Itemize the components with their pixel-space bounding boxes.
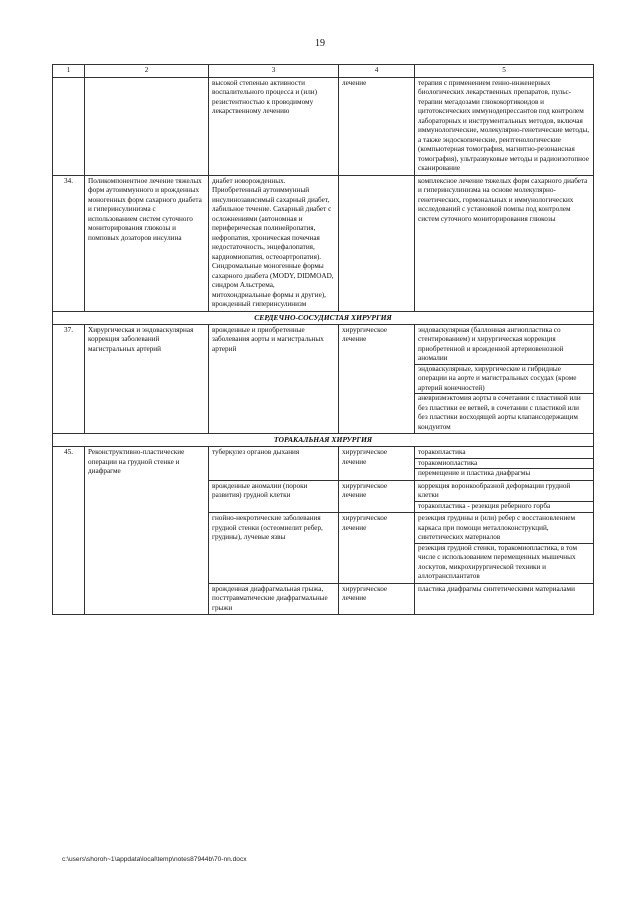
diagnosis: врожденная диафрагмальная грыжа, посттравматические диафрагмальные грыжи — [209, 583, 339, 615]
treatment-methods — [415, 513, 594, 584]
header-col-4: 4 — [339, 65, 415, 78]
header-col-1: 1 — [53, 65, 85, 78]
diagnosis: врожденные аномалии (пороки развития) грудной клетки — [209, 480, 339, 513]
treatment-method: пластика диафрагмы синтетическими материалами — [418, 584, 575, 593]
treatment-methods — [415, 324, 594, 434]
section-title-thoracic: ТОРАКАЛЬНАЯ ХИРУРГИЯ — [53, 434, 594, 447]
treatment-methods — [415, 480, 594, 513]
treatment-type: хирургическое лечение — [339, 583, 415, 615]
table-row — [53, 447, 594, 481]
header-col-5: 5 — [415, 65, 594, 78]
treatment-method: комплексное лечение тяжелых форм сахарного диабета и гиперинсулинизма на основе молекулярно-генетических, гормональных и иммунологических исследований с установкой помпы под контролем систем суточного мониторирования глюкозы — [415, 175, 594, 311]
treatment-method: торакопластика - резекция реберного горба — [415, 501, 593, 512]
treatment-method: аневризмэктомия аорты в сочетании с пластикой или без пластики ее ветвей, в сочетании с пластикой или без пластики восходящей аорты клапансодержащим кондуитом — [415, 393, 593, 432]
row-number: 45. — [53, 447, 85, 615]
header-col-3: 3 — [209, 65, 339, 78]
diagnosis: врожденные и приобретенные заболевания аорты и магистральных артерий — [209, 324, 339, 434]
treatment-method: торакомиопластика — [415, 458, 593, 469]
table-row — [53, 77, 594, 175]
page-number: 19 — [315, 38, 325, 49]
treatment-type: хирургическое лечение — [339, 447, 415, 481]
diagnosis: диабет новорожденных. Приобретенный аутоиммунный инсулинозависимый сахарный диабет, лабильное течение. Сахарный диабет с осложнениями (автономная и периферическая полинейропатия, нефропатия, хроническая почечная недостаточность, энцефалопатия, кардиомиопатия, остеоартропатия). Синдромальные моногенные формы сахарного диабета (MODY, DIDMOAD, синдром Альстрема, митохондриальные формы и другие), врожденный гиперинсулинизм — [209, 175, 339, 311]
treatment-type: хирургическое лечение — [339, 324, 415, 434]
treatment-methods — [415, 447, 594, 481]
treatment-type: лечение — [339, 77, 415, 175]
treatment-type: хирургическое лечение — [339, 513, 415, 584]
section-title-cardiovascular: СЕРДЕЧНО-СОСУДИСТАЯ ХИРУРГИЯ — [53, 311, 594, 324]
file-path-footer: c:\users\shoroh~1\appdata\local\temp\notes87944b\70-nn.docx — [62, 856, 247, 863]
row-number: 34. — [53, 175, 85, 311]
treatment-method: эндоваскулярная (баллонная ангиопластика со стентированием) и хирургическая коррекция приобретенной и врожденной артериовенозной аномалии — [418, 325, 564, 363]
procedures-table — [52, 64, 594, 615]
treatment-type: хирургическое лечение — [339, 480, 415, 513]
treatment-method: эндоваскулярные, хирургические и гибридные операции на аорте и магистральных сосудах (кроме артерий конечностей) — [415, 364, 593, 394]
treatment-methods — [415, 583, 594, 615]
table-row — [53, 175, 594, 311]
procedure-name — [85, 77, 209, 175]
diagnosis: высокой степенью активности воспалительного процесса и (или) резистентностью к проводимому лекарственному лечению — [209, 77, 339, 175]
table-row — [53, 324, 594, 434]
procedure-name: Поликомпонентное лечение тяжелых форм аутоиммунного и врожденных моногенных форм сахарного диабета и гиперинсулинизма с использованием систем суточного мониторирования глюкозы и помповых дозаторов инсулина — [85, 175, 209, 311]
treatment-type — [339, 175, 415, 311]
treatment-method: коррекция воронкообразной деформации грудной клетки — [418, 481, 571, 500]
diagnosis: туберкулез органов дыхания — [209, 447, 339, 481]
treatment-method: резекция грудины и (или) ребер с восстановлением каркаса при помощи металлоконструкций, синтетических материалов — [418, 514, 576, 542]
header-col-2: 2 — [85, 65, 209, 78]
treatment-method: перемещение и пластика диафрагмы — [415, 468, 593, 479]
diagnosis: гнойно-некротические заболевания грудной стенки (остеомиелит ребер, грудины), лучевые язвы — [209, 513, 339, 584]
section-heading-row — [53, 434, 594, 447]
procedure-name: Хирургическая и эндоваскулярная коррекция заболеваний магистральных артерий — [85, 324, 209, 434]
procedure-name: Реконструктивно-пластические операции на грудной стенке и диафрагме — [85, 447, 209, 615]
table-header-row — [53, 65, 594, 78]
treatment-method: торакопластика — [418, 448, 466, 457]
treatment-method: резекция грудной стенки, торакомиопластика, в том числе с использованием перемещенных мышечных лоскутов, микрохирургической техники и аллотрансплантатов — [415, 543, 593, 582]
section-heading-row — [53, 311, 594, 324]
treatment-method: терапия с применением генно-инженерных биологических лекарственных препаратов, пульс-терапии мегадозами глюкокортикоидов и цитотоксических иммунодепрессантов под контролем лабораторных и инструментальных методов, включая иммунологические, молекулярно-генетические методы, а также эндоскопические, рентгенологические (компьютерная томография, магнитно-резонансная томография), ультразвуковые методы и радиоизотопное сканирование — [415, 77, 594, 175]
row-number — [53, 77, 85, 175]
row-number: 37. — [53, 324, 85, 434]
